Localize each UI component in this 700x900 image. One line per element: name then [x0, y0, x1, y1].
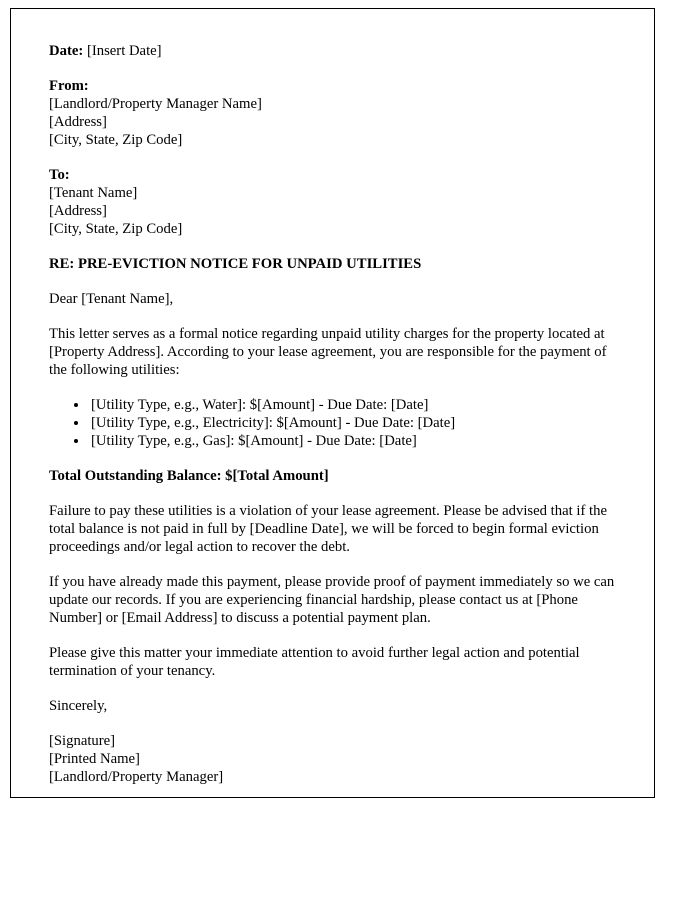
letter-page: [10, 8, 655, 798]
total-balance-line: [49, 467, 616, 485]
to-name: [Tenant Name]: [49, 185, 138, 201]
body-paragraph-3: If you have already made this payment, please provide proof of payment immediately so we can update our records. If you are experiencing financial hardship, please contact us at [Phone Number] or [Email Address] to discuss a potential payment plan.: [49, 574, 615, 626]
printed-name-line: [Printed Name]: [49, 751, 140, 767]
body-paragraph-4: Please give this matter your immediate attention to avoid further legal action and potential termination of your tenancy.: [49, 645, 580, 679]
from-city-state-zip: [City, State, Zip Code]: [49, 132, 183, 148]
closing: Sincerely,: [49, 698, 108, 714]
date-line: [49, 42, 616, 60]
utility-item-gas: • [Utility Type, e.g., Gas]: $[Amount] - Due Date: [Date]: [89, 432, 616, 450]
letter-content: [11, 9, 654, 786]
to-address: [Address]: [49, 203, 107, 219]
from-address: [Address]: [49, 114, 107, 130]
signature-line: [Signature]: [49, 733, 116, 749]
signature-block: [49, 732, 616, 786]
to-label: [49, 166, 616, 184]
date-label: Date:: [49, 43, 84, 59]
signer-title-line: [Landlord/Property Manager]: [49, 769, 224, 785]
body-paragraph-2: Failure to pay these utilities is a violation of your lease agreement. Please be advised that if the total balance is not paid in full by [Deadline Date], we will be forced to begin formal eviction proceedings and/or legal action to recover the debt.: [49, 503, 607, 555]
to-label-text: To:: [49, 167, 70, 183]
from-label-text: From:: [49, 78, 89, 94]
body-paragraph-1: This letter serves as a formal notice regarding unpaid utility charges for the property located at [Property Address]. According to your lease agreement, you are responsible for the payment of the following utilities:: [49, 326, 607, 378]
subject-text: RE: PRE-EVICTION NOTICE FOR UNPAID UTILITIES: [49, 256, 422, 272]
from-name: [Landlord/Property Manager Name]: [49, 96, 262, 112]
date-value: [Insert Date]: [86, 43, 162, 59]
subject-line: [49, 255, 616, 273]
from-block: [49, 77, 616, 149]
from-label: [49, 77, 616, 95]
to-city-state-zip: [City, State, Zip Code]: [49, 221, 183, 237]
utility-item-water: • [Utility Type, e.g., Water]: $[Amount] - Due Date: [Date]: [89, 396, 616, 414]
total-balance-text: Total Outstanding Balance: $[Total Amount]: [49, 468, 329, 484]
utility-item-electricity: • [Utility Type, e.g., Electricity]: $[Amount] - Due Date: [Date]: [89, 414, 616, 432]
to-block: [49, 166, 616, 238]
salutation: Dear [Tenant Name],: [49, 291, 174, 307]
utilities-list: [49, 396, 616, 450]
